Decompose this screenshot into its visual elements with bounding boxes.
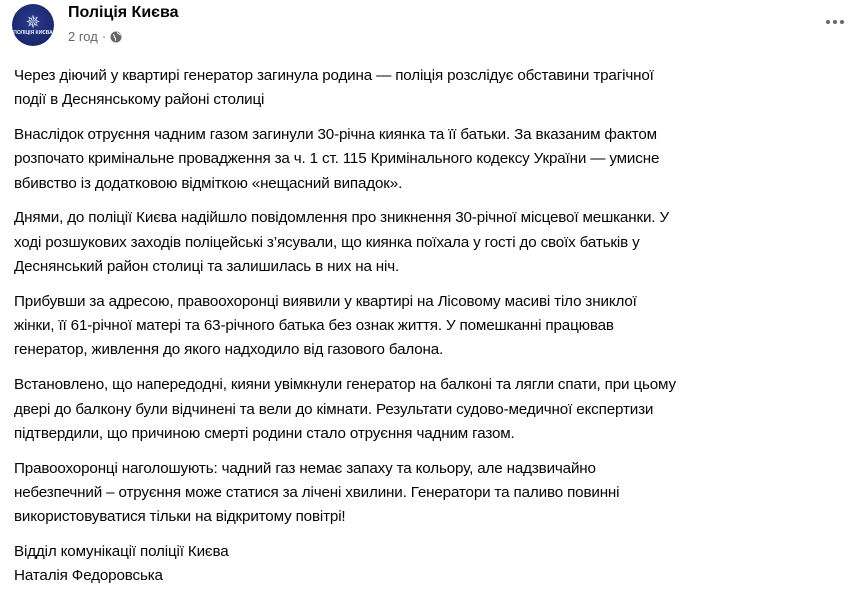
text-line: Внаслідок отруєння чадним газом загинули 30-річна киянка та її батьки. За вказаним фактом: [14, 126, 657, 144]
text-line: Днями, до поліції Києва надійшло повідомлення про зникнення 30-річної місцевої мешканки. У: [14, 209, 669, 227]
post-paragraph: [14, 457, 854, 530]
text-line: Прибувши за адресою, правоохоронці виявили у квартирі на Лісовому масиві тіло зниклої: [14, 292, 637, 310]
text-line: використовуватися тільки на відкритому повітрі!: [14, 508, 346, 526]
text-line: Відділ комунікації поліції Києва: [14, 543, 229, 561]
text-line: події в Деснянському районі столиці: [14, 91, 265, 109]
separator: ·: [101, 29, 107, 44]
text-line: розпочато кримінальне провадження за ч. 1 ст. 115 Кримінального кодексу України — умисне: [14, 150, 660, 168]
text-line: Деснянський район столиці та залишилась в них на ніч.: [14, 258, 400, 276]
avatar[interactable]: [12, 4, 54, 46]
post-paragraph: [14, 540, 854, 589]
text-line: Встановлено, що напередодні, кияни увімкнули генератор на балконі та лягли спати, при цьому: [14, 376, 676, 394]
globe-icon: [110, 31, 122, 43]
text-line: Правоохоронці наголошують: чадний газ немає запаху та кольору, але надзвичайно: [14, 459, 596, 477]
post-paragraph: [14, 123, 854, 196]
text-line: жінки, її 61-річної матері та 63-річного батька без ознак життя. У помешканні працював: [14, 317, 614, 335]
post-text: [14, 64, 854, 599]
text-line: підтвердили, що причиною смерті родини стало отруєння чадним газом.: [14, 424, 515, 442]
post-paragraph: [14, 290, 854, 363]
text-line: Через діючий у квартирі генератор загинула родина — поліція розслідує обставини трагічної: [14, 67, 654, 84]
post-paragraph: [14, 206, 854, 279]
text-line: ході розшукових заходів поліцейські з’ясували, що киянка поїхала у гості до своїх батьків у: [14, 233, 640, 251]
avatar-logo-text: ПОЛІЦІЯ КИЄВА: [13, 30, 53, 36]
text-line: вбивство із додатковою відміткою «нещасний випадок».: [14, 174, 403, 192]
text-line: Наталія Федоровська: [14, 567, 163, 585]
author-name[interactable]: Поліція Києва: [68, 4, 179, 21]
text-line: небезпечний – отруєння може статися за лічені хвилини. Генератори та паливо повинні: [14, 483, 620, 501]
police-star-icon: ✵: [25, 12, 41, 32]
more-options-button[interactable]: [823, 12, 847, 32]
post-paragraph: [14, 64, 854, 113]
post-meta: [68, 29, 122, 44]
text-line: двері до балкону були відчинені та вели до кімнати. Результати судово-медичної експертизи: [14, 400, 654, 418]
text-line: генератор, живлення до якого надходило від газового балона.: [14, 341, 444, 359]
post-time[interactable]: 2 год: [68, 29, 98, 44]
post-paragraph: [14, 373, 854, 446]
